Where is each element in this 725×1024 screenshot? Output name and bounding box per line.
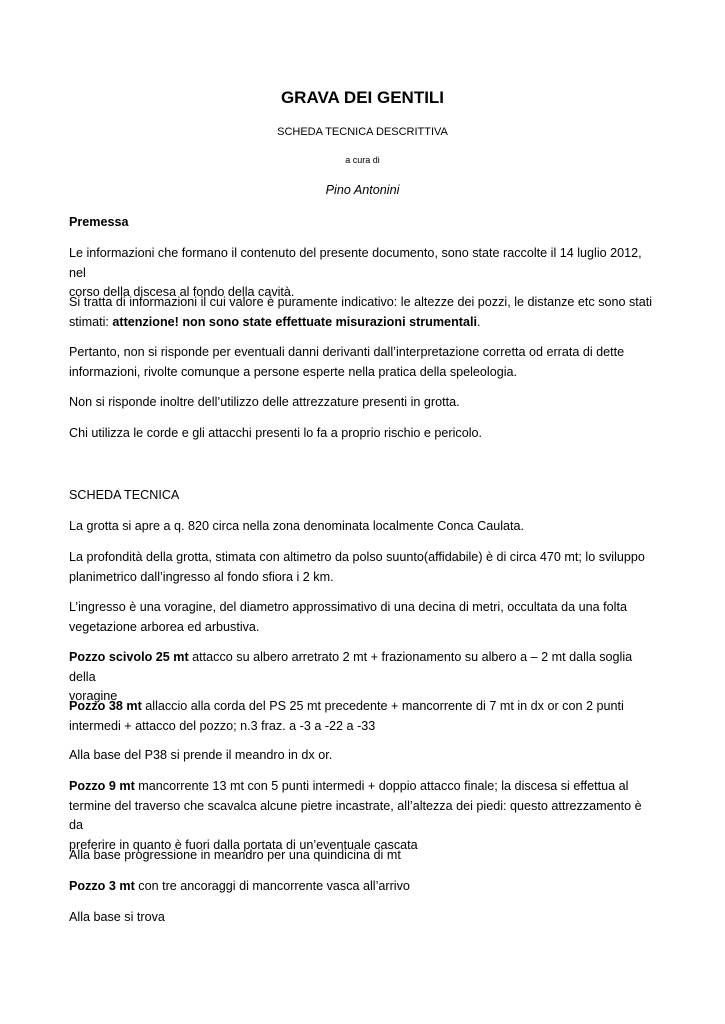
pozzo-label: Pozzo 38 mt (69, 699, 142, 713)
paragraph-intro-5: Chi utilizza le corde e gli attacchi presenti lo fa a proprio rischio e pericolo. (69, 426, 482, 440)
pozzo-label: Pozzo 3 mt (69, 879, 135, 893)
text-line: voragine (69, 689, 118, 703)
section-heading-premessa: Premessa (69, 215, 129, 229)
paragraph-pozzo-3 (69, 877, 659, 897)
text-line: corso della discesa al fondo della cavità. (69, 285, 295, 299)
text-line: intermedi + attacco del pozzo; n.3 fraz. a -3 a -22 a -33 (69, 718, 376, 733)
text-span: allaccio alla corda del PS 25 mt precedente + mancorrente di 7 mt in dx or con 2 punti (141, 699, 624, 713)
credit-line: a cura di (345, 155, 380, 165)
paragraph-scheda-2 (69, 548, 659, 587)
text-line (69, 313, 659, 333)
pozzo-label: Pozzo 9 mt (69, 779, 135, 793)
author-name: Pino Antonini (325, 183, 400, 197)
text-span: stimati: (69, 314, 113, 329)
paragraph-intro-4: Non si risponde inoltre dell’utilizzo delle attrezzature presenti in grotta. (69, 395, 460, 409)
section-heading-scheda: SCHEDA TECNICA (69, 488, 180, 502)
text-line: vegetazione arborea ed arbustiva. (69, 619, 260, 634)
text-line (69, 777, 659, 797)
text-line (69, 697, 659, 717)
text-line: planimetrico dall’ingresso al fondo sfiora i 2 km. (69, 569, 334, 584)
text-line: informazioni, rivolte comunque a persone esperte nella pratica della speleologia. (69, 364, 518, 379)
text-span: attacco su albero arretrato 2 mt + frazionamento su albero a – 2 mt dalla soglia della (69, 650, 633, 684)
text-span: . (476, 314, 481, 329)
paragraph-pozzo-38 (69, 697, 659, 736)
paragraph-pozzo-9 (69, 777, 659, 855)
text-line: Si tratta di informazioni il cui valore è puramente indicativo: le altezze dei pozzi, le distanze etc sono stati (69, 295, 653, 309)
paragraph-intro-2 (69, 293, 659, 332)
text-span: mancorrente 13 mt con 5 punti intermedi + doppio attacco finale; la discesa si effettua al (134, 779, 629, 793)
text-line: Pertanto, non si risponde per eventuali danni derivanti dall’interpretazione corretta od errata di dette (69, 345, 625, 359)
text-line: La profondità della grotta, stimata con altimetro da polso suunto(affidabile) è di circa 470 mt; lo sviluppo (69, 550, 645, 564)
paragraph-scheda-6: Alla base del P38 si prende il meandro in dx or. (69, 748, 333, 762)
text-span: con tre ancoraggi di mancorrente vasca all’arrivo (134, 879, 410, 893)
paragraph-scheda-8: Alla base progressione in meandro per una quindicina di mt (69, 848, 401, 862)
warning-text: attenzione! non sono state effettuate misurazioni strumentali (112, 314, 477, 329)
text-line: L’ingresso è una voragine, del diametro approssimativo di una decina di metri, occultata da una folta (69, 600, 627, 614)
text-line: preferire in quanto è fuori dalla portata di un’eventuale cascata (69, 837, 418, 852)
pozzo-label: Pozzo scivolo 25 mt (69, 650, 189, 664)
document-title: GRAVA DEI GENTILI (280, 88, 445, 107)
text-line: termine del traverso che scavalca alcune pietre incastrate, all’altezza dei piedi: questo attrezzamento è da (69, 798, 642, 832)
paragraph-intro-3 (69, 343, 659, 382)
paragraph-scheda-10: Alla base si trova (69, 910, 165, 924)
paragraph-scheda-3 (69, 598, 659, 637)
paragraph-scheda-1: La grotta si apre a q. 820 circa nella zona denominata localmente Conca Caulata. (69, 519, 525, 533)
text-line: Le informazioni che formano il contenuto del presente documento, sono state raccolte il 14 luglio 2012, nel (69, 246, 642, 280)
document-subtitle: SCHEDA TECNICA DESCRITTIVA (277, 126, 448, 138)
text-line (69, 648, 659, 687)
